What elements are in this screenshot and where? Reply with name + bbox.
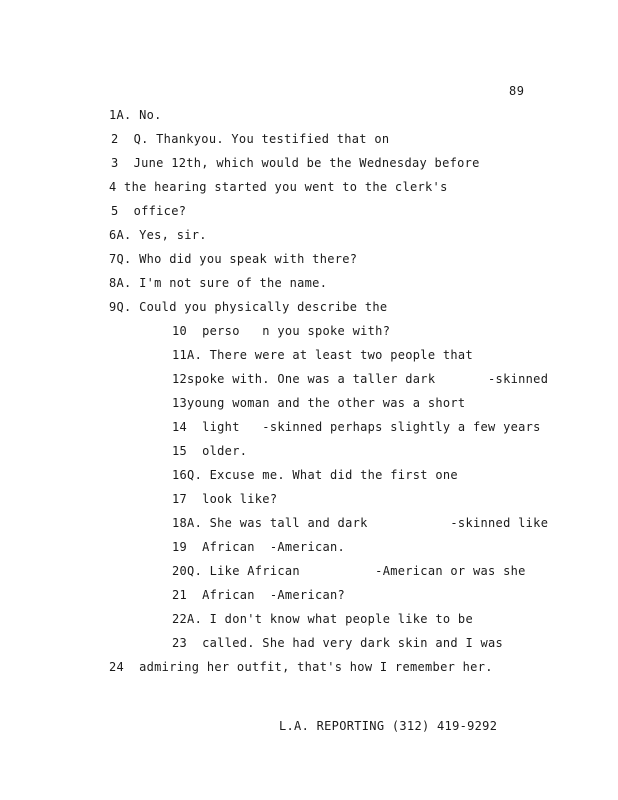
transcript-line-21: 21 African -American? xyxy=(172,588,346,602)
transcript-line-5: 5 office? xyxy=(111,204,187,218)
transcript-line-8: 8A. I'm not sure of the name. xyxy=(109,276,328,290)
transcript-line-1: 1A. No. xyxy=(109,108,162,122)
transcript-line-24: 24 admiring her outfit, that's how I remember her. xyxy=(109,660,493,674)
transcript-line-6: 6A. Yes, sir. xyxy=(109,228,207,242)
transcript-line-3: 3 June 12th, which would be the Wednesday before xyxy=(111,156,480,170)
transcript-line-4: 4 the hearing started you went to the clerk's xyxy=(109,180,448,194)
transcript-line-9: 9Q. Could you physically describe the xyxy=(109,300,388,314)
transcript-line-2: 2 Q. Thankyou. You testified that on xyxy=(111,132,390,146)
transcript-line-14: 14 light -skinned perhaps slightly a few years xyxy=(172,420,541,434)
transcript-line-16: 16Q. Excuse me. What did the first one xyxy=(172,468,458,482)
transcript-line-22: 22A. I don't know what people like to be xyxy=(172,612,473,626)
footer-reporting: L.A. REPORTING (312) 419-9292 xyxy=(279,719,498,733)
transcript-line-13: 13young woman and the other was a short xyxy=(172,396,466,410)
transcript-line-17: 17 look like? xyxy=(172,492,278,506)
transcript-line-7: 7Q. Who did you speak with there? xyxy=(109,252,358,266)
transcript-line-18: 18A. She was tall and dark -skinned like xyxy=(172,516,549,530)
transcript-line-19: 19 African -American. xyxy=(172,540,346,554)
transcript-line-20: 20Q. Like African -American or was she xyxy=(172,564,526,578)
transcript-line-12: 12spoke with. One was a taller dark -skinned xyxy=(172,372,549,386)
page-number: 89 xyxy=(509,84,525,98)
transcript-line-23: 23 called. She had very dark skin and I was xyxy=(172,636,504,650)
transcript-line-10: 10 perso n you spoke with? xyxy=(172,324,391,338)
transcript-line-11: 11A. There were at least two people that xyxy=(172,348,473,362)
transcript-line-15: 15 older. xyxy=(172,444,248,458)
